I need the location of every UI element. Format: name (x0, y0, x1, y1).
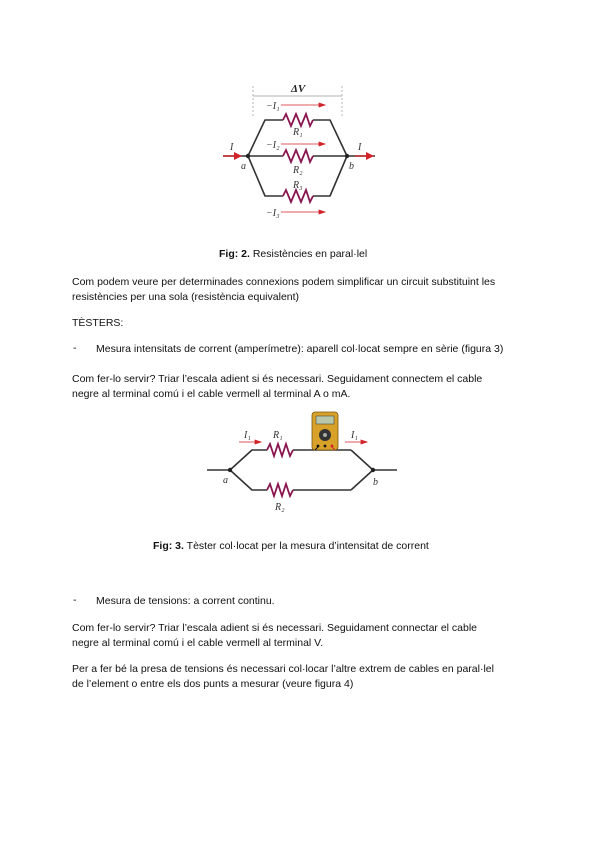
i-out-label: I (358, 142, 362, 153)
paragraph-3-line-1: Com fer-lo servir? Triar l’escala adient si és necessari. Seguidament connectar el cable (72, 622, 478, 634)
node-a-label: a (223, 475, 228, 486)
node-a-dot (246, 154, 250, 158)
bullet-1-dash: - (73, 342, 77, 354)
r2-label: R₂ (275, 502, 285, 513)
testers-heading: TÈSTERS: (72, 317, 124, 329)
i1-right-label: I₁ (351, 430, 358, 441)
current-arrows (239, 440, 367, 444)
resistor-r1-zigzag (283, 114, 313, 126)
paragraph-3-line-2: negre al terminal comú i el cable vermell al terminal V. (72, 637, 324, 649)
paragraph-4-line-1: Per a fer bé la presa de tensions és necessari col·locar l’altre extrem de cables en paral·lel (72, 663, 494, 675)
bullet-1-text: Mesura intensitats de corrent (amperímetre): aparell col·locat sempre en sèrie (figura 3) (96, 343, 504, 355)
multimeter (312, 412, 338, 450)
delta-v-label: ΔV (291, 83, 306, 95)
bullet-2-dash: - (73, 594, 77, 606)
i2-label: −I₂ (266, 140, 280, 151)
node-a-label: a (241, 161, 246, 172)
i-in-label: I (230, 142, 234, 153)
paragraph-1-line-2: resistències per una sola (resistència equivalent) (72, 291, 300, 303)
paragraph-1-line-1: Com podem veure per determinades connexions podem simplificar un circuit substituint les (72, 276, 496, 288)
circuit-wires (207, 450, 397, 490)
figure-3-caption-text: Tèster col·locat per la mesura d’intensitat de corrent (183, 540, 429, 552)
node-a-dot (228, 468, 232, 472)
r1-label: R₁ (273, 430, 283, 441)
r3-label: R₃ (293, 180, 303, 191)
node-b-label: b (373, 477, 378, 488)
figure-3-caption-label: Fig: 3. (153, 540, 184, 552)
node-b-dot (345, 154, 349, 158)
r2-label: R₂ (293, 165, 303, 176)
figure-3-ammeter-series-diagram (203, 408, 403, 518)
figure-3-caption (153, 540, 429, 552)
paragraph-4-line-2: de l’element o entre els dos punts a mesurar (veure figura 4) (72, 678, 354, 690)
node-b-dot (371, 468, 375, 472)
resistor-r1-zigzag (267, 444, 293, 456)
i1-label: −I₁ (266, 101, 280, 112)
i3-label: −I₃ (266, 208, 280, 219)
resistor-r3-zigzag (283, 190, 313, 202)
node-b-label: b (349, 161, 354, 172)
r1-label: R₁ (293, 127, 303, 138)
figure-2-parallel-resistors-diagram (215, 78, 385, 223)
figure-2-caption-label: Fig: 2. (219, 248, 250, 260)
paragraph-2-line-1: Com fer-lo servir? Triar l’escala adient si és necessari. Seguidament connectem el cable (72, 373, 483, 385)
resistor-r2-zigzag (267, 484, 293, 496)
resistor-r2-zigzag (283, 150, 313, 162)
figure-2-caption (219, 248, 367, 260)
i1-left-label: I₁ (244, 430, 251, 441)
figure-2-caption-text: Resistències en paral·lel (249, 248, 368, 260)
bullet-2-text: Mesura de tensions: a corrent continu. (96, 595, 275, 607)
paragraph-2-line-2: negre al terminal comú i el cable vermell al terminal A o mA. (72, 388, 351, 400)
